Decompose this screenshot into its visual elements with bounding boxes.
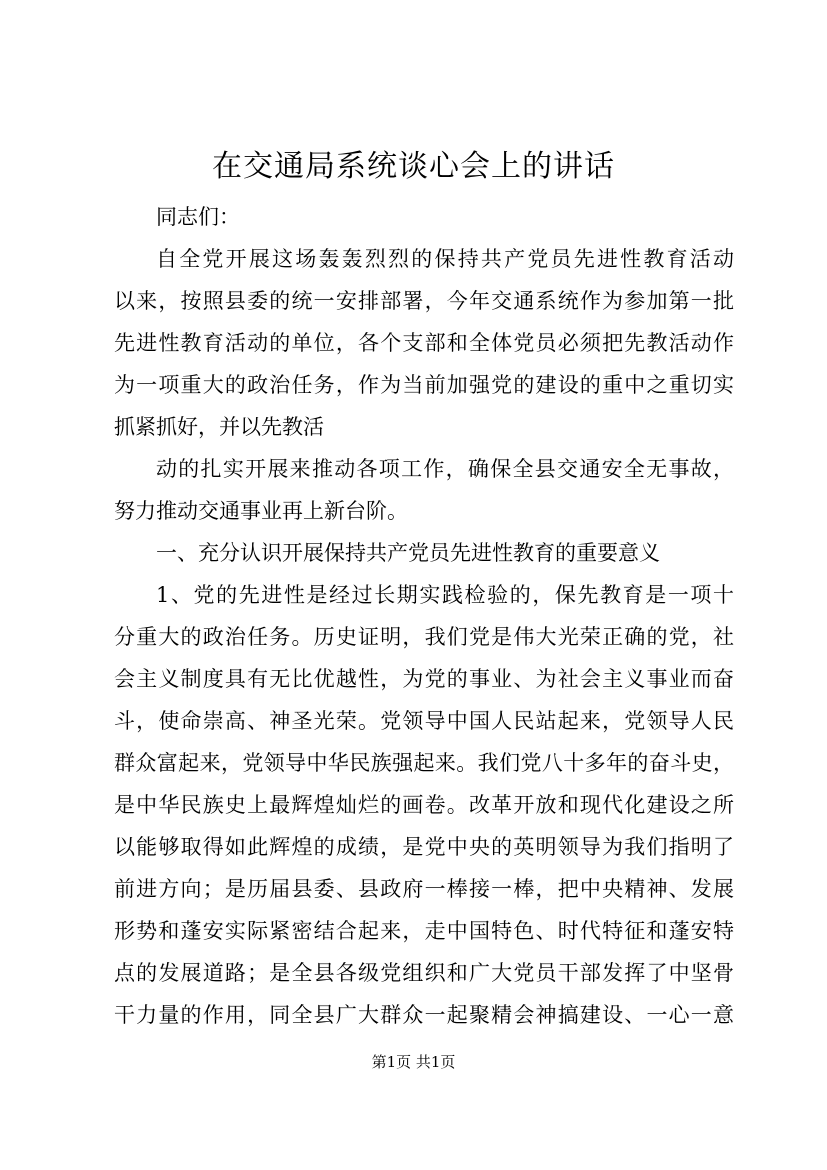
page-footer: 第1页 共1页 bbox=[371, 1053, 456, 1071]
body-line: 动的扎实开展来推动各项工作，确保全县交通安全无事故， bbox=[156, 457, 734, 481]
body-line: 为一项重大的政治任务，作为当前加强党的建设的重中之重切实 bbox=[114, 373, 734, 397]
section-heading: 一、充分认识开展保持共产党员先进性教育的重要意义 bbox=[156, 541, 660, 565]
body-line: 抓紧抓好，并以先教活 bbox=[114, 415, 324, 439]
body-line: 群众富起来，党领导中华民族强起来。我们党八十多年的奋斗史， bbox=[114, 751, 734, 775]
body-line: 努力推动交通事业再上新台阶。 bbox=[114, 499, 408, 523]
body-line: 先进性教育活动的单位，各个支部和全体党员必须把先教活动作 bbox=[114, 331, 734, 355]
body-line: 以能够取得如此辉煌的成绩，是党中央的英明领导为我们指明了 bbox=[114, 835, 734, 859]
body-line: 自全党开展这场轰轰烈烈的保持共产党员先进性教育活动 bbox=[156, 247, 734, 271]
body-line: 前进方向；是历届县委、县政府一棒接一棒，把中央精神、发展 bbox=[114, 877, 734, 901]
body-line: 点的发展道路；是全县各级党组织和广大党员干部发挥了中坚骨 bbox=[114, 961, 734, 985]
document-body bbox=[114, 196, 734, 1036]
body-line: 会主义制度具有无比优越性，为党的事业、为社会主义事业而奋 bbox=[114, 667, 734, 691]
document-title: 在交通局系统谈心会上的讲话 bbox=[212, 149, 615, 184]
body-line: 以来，按照县委的统一安排部署，今年交通系统作为参加第一批 bbox=[114, 289, 734, 313]
body-line: 分重大的政治任务。历史证明，我们党是伟大光荣正确的党，社 bbox=[114, 625, 734, 649]
body-line: 斗，使命崇高、神圣光荣。党领导中国人民站起来，党领导人民 bbox=[114, 709, 734, 733]
body-line: 1、党的先进性是经过长期实践检验的，保先教育是一项十 bbox=[156, 583, 734, 607]
salutation-line: 同志们： bbox=[156, 205, 240, 229]
body-line: 干力量的作用，同全县广大群众一起聚精会神搞建设、一心一意 bbox=[114, 1003, 734, 1027]
body-line: 形势和蓬安实际紧密结合起来，走中国特色、时代特征和蓬安特 bbox=[114, 919, 734, 943]
body-line: 是中华民族史上最辉煌灿烂的画卷。改革开放和现代化建设之所 bbox=[114, 793, 734, 817]
